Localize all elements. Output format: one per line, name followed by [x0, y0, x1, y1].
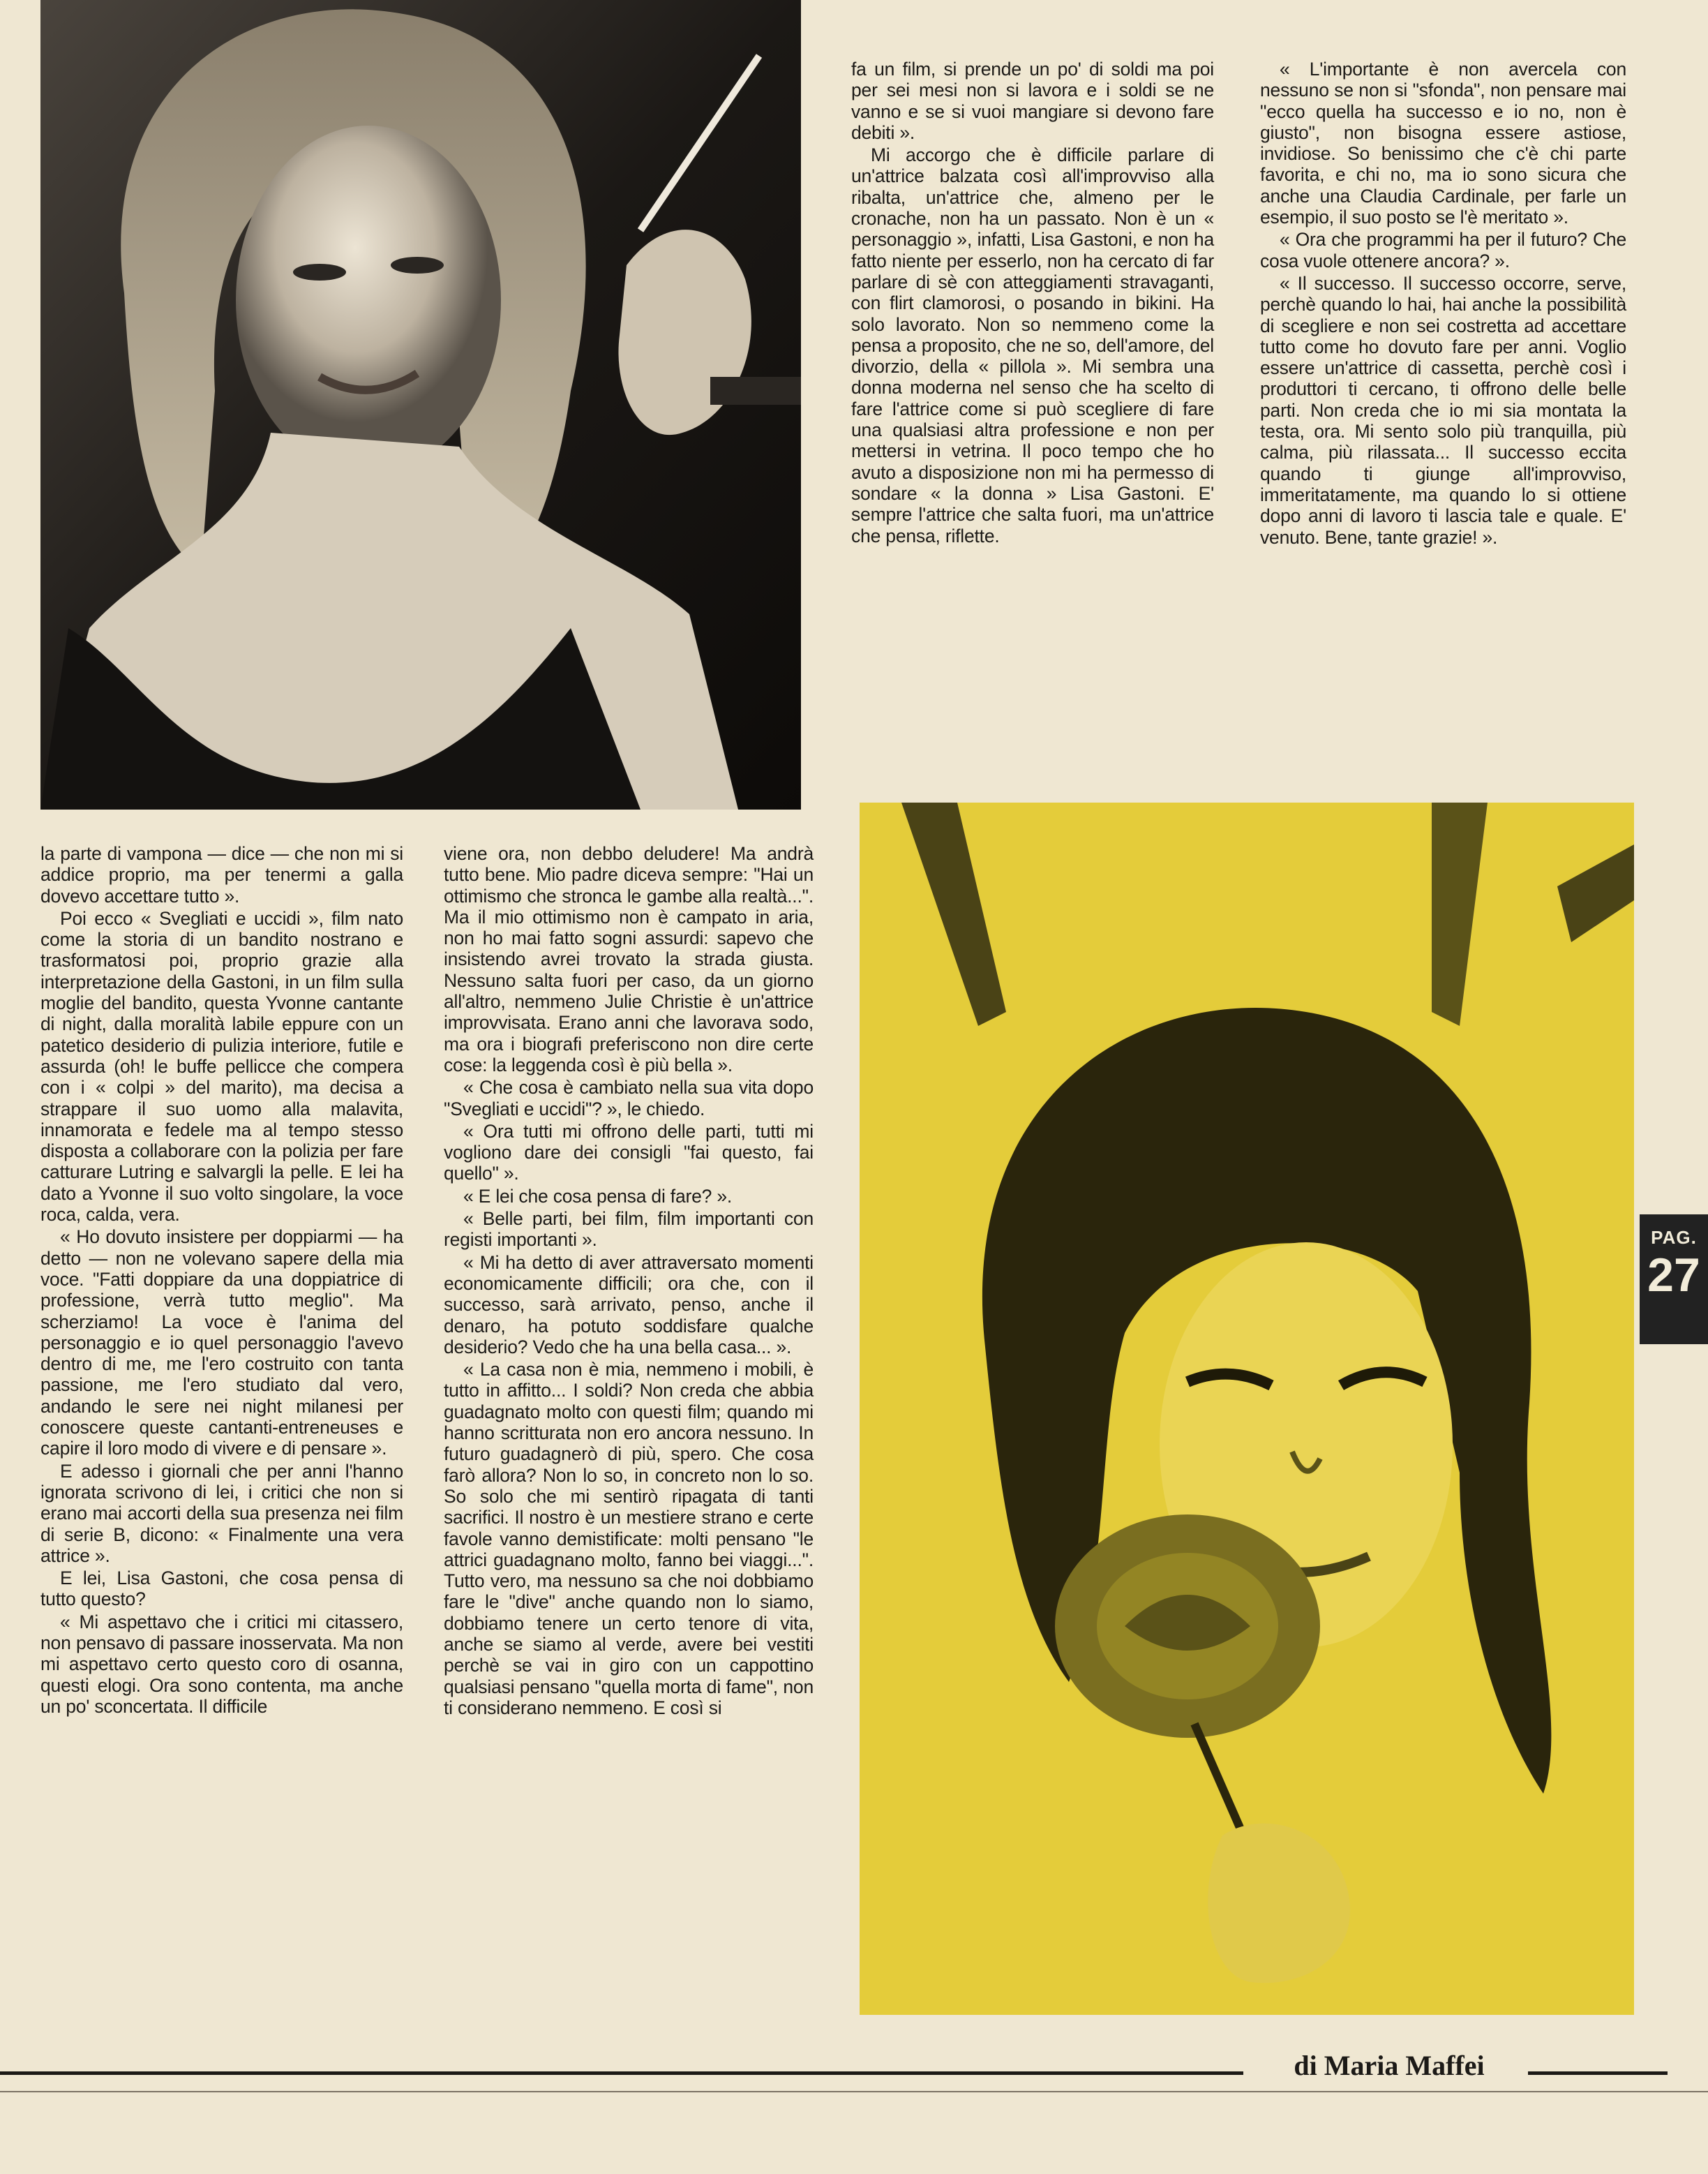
yellow-portrait-photo [860, 803, 1634, 2015]
paragraph: E adesso i giornali che per anni l'hanno ignorata scrivono di lei, i critici che non si erano mai accorti della sua presenza nei film di serie B, dicono: « Finalmente una vera attrice ». [40, 1460, 403, 1566]
paragraph: « Ora tutti mi offrono delle parti, tutti mi vogliono dare dei consigli "fai questo, fai quello" ». [444, 1120, 814, 1184]
paragraph: « Mi ha detto di aver attraversato momenti economicamente difficili; ora che, con il successo, sarà arrivato, penso, anche il denaro, ha potuto soddisfare qualche desiderio? Vedo che ha una bella casa... ». [444, 1251, 814, 1357]
page-number-label: PAG. [1651, 1227, 1697, 1248]
text-column-top-right-1 [851, 59, 1214, 548]
paragraph: la parte di vampona — dice — che non mi si addice proprio, ma per tenermi a galla dovevo accettare tutto ». [40, 843, 403, 907]
paragraph: « Mi aspettavo che i critici mi citassero, non pensavo di passare inosservata. Ma non mi aspettavo certo questo coro di osanna, questi elogi. Ora sono contenta, ma anche un po' sconcertata. Il difficile [40, 1611, 403, 1717]
paragraph: « Che cosa è cambiato nella sua vita dopo "Svegliati e uccidi"? », le chiedo. [444, 1077, 814, 1119]
portrait-photo-graphic [40, 0, 801, 810]
paragraph: E lei, Lisa Gastoni, che cosa pensa di tutto questo? [40, 1568, 403, 1610]
page-number-tab [1640, 1214, 1708, 1344]
paragraph: « Ho dovuto insistere per doppiarmi — ha detto — non ne volevano sapere della mia voce. "Fatti doppiare da una doppiatrice di professione, verrà tutto meglio". Ma scherziamo! La voce è l'anima del personaggio e io quel personaggio l'avevo dentro di me, me l'ero costruito con tanta passione, me l'ero studiato dal vero, andando le sere nei night milanesi per conoscere queste cantanti-entreneuses e capire il loro modo di vivere e di pensare ». [40, 1226, 403, 1459]
text-column-top-right-2 [1260, 59, 1626, 549]
paragraph: fa un film, si prende un po' di soldi ma poi per sei mesi non si lavora e i soldi se ne vanno e se si vuoi mangiare si devono fare debiti ». [851, 59, 1214, 143]
paragraph: « E lei che cosa pensa di fare? ». [463, 1185, 733, 1207]
byline-rule [0, 2071, 1243, 2075]
yellow-portrait-photo-graphic [860, 803, 1634, 2015]
paragraph: « L'importante è non avercela con nessuno se non si "sfonda", non pensare mai "ecco quella ha successo e io no, non è giusto", non bisogna essere astiose, invidiose. So benissimo che c'è chi parte favorita, e chi no, ma io sono sicura che anche una Claudia Cardinale, per farle un esempio, il suo posto se l'è meritato ». [1260, 59, 1626, 228]
paragraph: « Il successo. Il successo occorre, serve, perchè quando lo hai, hai anche la possibilità di scegliere e non sei costretta ad accettare tutto come ho dovuto fare per anni. Voglio essere un'attrice di cassetta, perchè così i produttori ti cercano, ti offrono delle belle parti. Non creda che io mi sia montata la testa, ora. Mi sento solo più tranquilla, più calma, più rilassata... Il successo eccita quando ti giunge all'improvviso, immeritatamente, ma quando lo si ottiene dopo anni di lavoro ti lascia tale e quale. E' venuto. Bene, tante grazie! ». [1260, 272, 1626, 548]
text-column-bottom-left-2 [444, 843, 814, 1720]
paragraph: viene ora, non debbo deludere! Ma andrà tutto bene. Mio padre diceva sempre: "Hai un ottimismo che stronca le gambe alla realtà...". Ma il mio ottimismo non è campato in aria, non ho mai fatto sogni assurdi: sapevo che insistendo avrei trovato la strada giusta. Nessuno salta fuori per caso, da un giorno all'altro, nemmeno Julie Christie è un'attrice improvvisata. Erano anni che lavorava sodo, ma ora i biografi preferiscono non dire certe cose: la leggenda così è più bella ». [444, 843, 814, 1075]
paragraph: « Belle parti, bei film, film importanti con registi importanti ». [444, 1208, 814, 1251]
text-column-bottom-left-1 [40, 843, 403, 1718]
paragraph: Mi accorgo che è difficile parlare di un'attrice balzata così all'improvviso alla ribalta, un'attrice che, almeno per le cronache, non ha un passato. Non è un « personaggio », infatti, Lisa Gastoni, e non ha fatto niente per esserlo, non ha cercato di far parlare di sè con atteggiamenti stravaganti, con flirt clamorosi, o posando in bikini. Ha solo lavorato. Non so nemmeno come la pensa a proposito, che ne so, dell'amore, del divorzio, della « pillola ». Mi sembra una donna moderna nel senso che ha scelto di fare l'attrice come si può scegliere di fare una qualsiasi altra professione e non per mettersi in vetrina. Il poco tempo che ho avuto a disposizione non mi ha permesso di sondare « la donna » Lisa Gastoni. E' sempre l'attrice che salta fuori, ma un'attrice che pensa, riflette. [851, 144, 1214, 546]
bottom-rule [0, 2091, 1708, 2092]
paragraph: Poi ecco « Svegliati e uccidi », film nato come la storia di un bandito nostrano e trasformatosi poi, proprio grazie alla interpretazione della Gastoni, in un film sulla moglie del bandito, questa Yvonne cantante di night, dalla moralità labile eppure con un patetico desiderio di pulizia interiore, futile e assurda (oh! le buffe pellicce che compera con i « colpi » del marito), ma decisa a strappare il suo uomo alla malavita, innamorata e fedele ma al tempo stesso disposta a collaborare con la polizia per fare catturare Lutring e salvargli la pelle. E lei ha dato a Yvonne il suo volto singolare, la voce roca, calda, vera. [40, 907, 403, 1226]
byline-rule [1528, 2071, 1668, 2075]
page-number: 27 [1647, 1249, 1700, 1302]
paragraph: « La casa non è mia, nemmeno i mobili, è tutto in affitto... I soldi? Non creda che abbia guadagnato molto con questi film; quando mi hanno scritturata non ero ancora nessuno. In futuro guadagnerò di più, spero. Che cosa farò allora? Non lo so, in concreto non lo so. So solo che mi sentirò ripagata di tanti sacrifici. Il nostro è un mestiere strano e certe favole vanno demistificate: molti pensano "le attrici guadagnano molto, fanno bei viaggi...". Tutto vero, ma nessuno sa che noi dobbiamo fare le "dive" anche quando non lo siamo, dobbiamo tenere un certo tenore di vita, anche se siamo al verde, avere bei vestiti perchè se vai in giro con un cappottino qualsiasi pensano "quella morta di fame", non ti considerano nemmeno. E così si [444, 1359, 814, 1718]
byline: di Maria Maffei [1294, 2050, 1485, 2081]
portrait-photo [40, 0, 801, 810]
paragraph: « Ora che programmi ha per il futuro? Che cosa vuole ottenere ancora? ». [1260, 229, 1626, 271]
